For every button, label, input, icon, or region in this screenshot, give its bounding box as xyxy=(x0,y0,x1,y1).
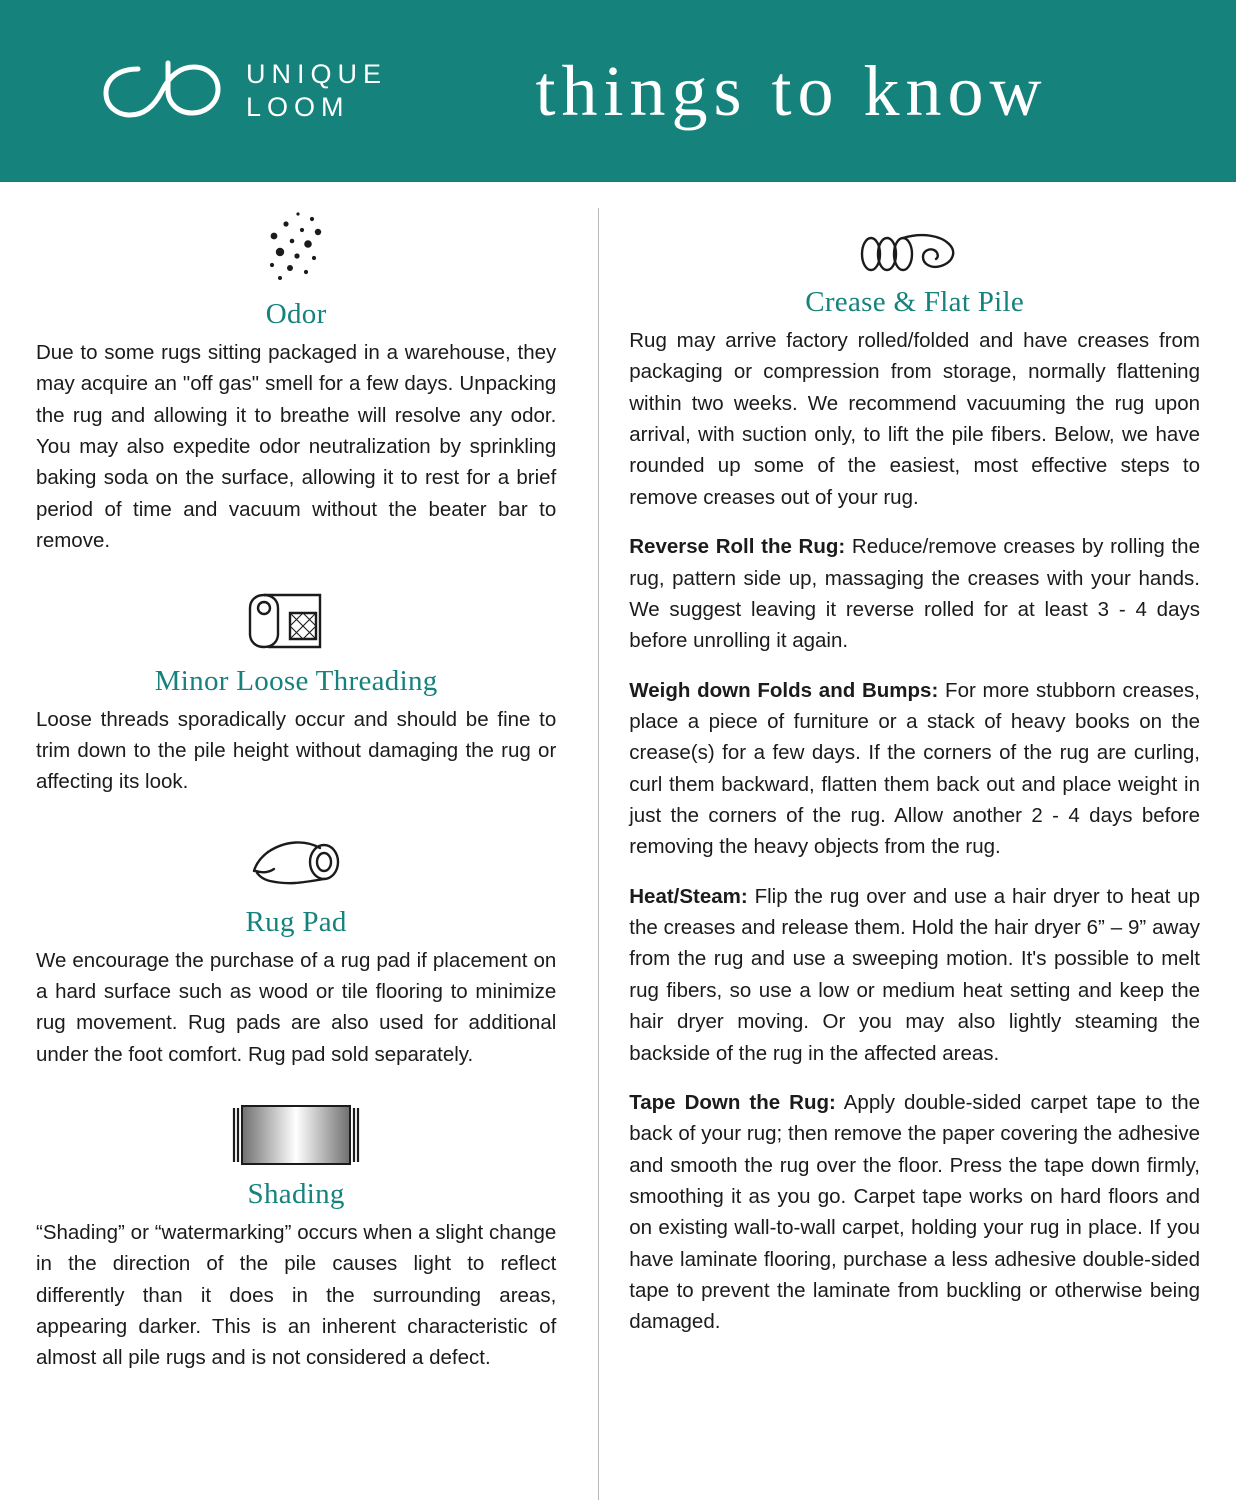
section-title-shading: Shading xyxy=(247,1178,345,1211)
section-rug-pad xyxy=(36,816,556,1070)
brand-line-1: UNIQUE xyxy=(246,59,388,90)
page-header xyxy=(0,0,1236,182)
rug-pad-roll-icon xyxy=(36,816,556,902)
tip-text-tape-down: Apply double-sided carpet tape to the back of your rug; then remove the paper covering the adhesive and smooth the rug over the floor. Press the tape down firmly, smoothing it as you go. Carpet tape works on hard floors and on existing wall-to-wall carpet, holding your rug in place. If you have laminate flooring, purchase a less adhesive double-sided tape to prevent the laminate from buckling or otherwise being damaged. xyxy=(629,1090,1200,1334)
tip-heat-steam xyxy=(629,881,1200,1069)
shaded-rug-icon xyxy=(36,1088,556,1174)
section-body-minor-loose-threading: Loose threads sporadically occur and should be fine to trim down to the pile height without damaging the rug or affecting its look. xyxy=(36,707,557,794)
section-body-odor: Due to some rugs sitting packaged in a warehouse, they may acquire an "off gas" smell for a few days. Unpacking the rug and allowing it to breathe will resolve any odor. You may also expedite odor neutralization by sprinkling baking soda on the surface, allowing it to rest for a brief period of time and vacuum without the beater bar to remove. xyxy=(36,341,557,553)
section-body-shading: “Shading” or “watermarking” occurs when a slight change in the direction of the pile causes light to reflect differently than it does in the surrounding areas, appearing darker. This is an inherent characteristic of almost all pile rugs and is not considered a defect. xyxy=(36,1221,557,1370)
content-area xyxy=(0,182,1236,1500)
section-odor xyxy=(36,208,556,557)
tip-weigh-down xyxy=(629,675,1200,863)
section-title-crease-flat-pile: Crease & Flat Pile xyxy=(805,286,1025,318)
tip-label-reverse-roll: Reverse Roll the Rug: xyxy=(629,535,846,559)
page-title: things to know xyxy=(535,50,1048,131)
section-minor-loose-threading xyxy=(36,575,556,798)
tip-label-heat-steam: Heat/Steam: xyxy=(629,884,748,908)
section-title-minor-loose-threading: Minor Loose Threading xyxy=(154,664,438,697)
brand-line-2: LOOM xyxy=(246,92,350,122)
left-column xyxy=(36,208,580,1500)
rolled-carpet-icon xyxy=(629,208,1200,282)
odor-dots-icon xyxy=(36,208,556,294)
tip-text-reverse-roll: Reduce/remove creases by rolling the rug, pattern side up, massaging the creases with your hands. We suggest leaving it reverse rolled for at least 3 - 4 days before unrolling it again. xyxy=(629,535,1200,653)
tip-text-heat-steam: Flip the rug over and use a hair dryer to heat up the creases and release them. Hold the hair dryer 6” – 9” away from the rug and use a sweeping motion. It's possible to melt rug fibers, so use a low or medium heat setting and keep the hair dryer moving. Or you may also lightly steaming the backside of the rug in the affected areas. xyxy=(629,884,1200,1065)
rolled-rug-icon xyxy=(36,575,556,661)
tip-reverse-roll xyxy=(629,531,1200,656)
crease-intro-paragraph: Rug may arrive factory rolled/folded and have creases from packaging or compression from storage, normally flattening within two weeks. We recommend vacuuming the rug upon arrival, with suction only, to lift the pile fibers. Below, we have rounded up some of the easiest, most effective steps to remove creases out of your rug. xyxy=(629,329,1200,509)
unique-loom-infinity-icon xyxy=(96,55,228,127)
section-title-rug-pad: Rug Pad xyxy=(245,905,347,938)
right-column xyxy=(617,208,1200,1500)
section-body-rug-pad: We encourage the purchase of a rug pad if placement on a hard surface such as wood or tile flooring to minimize rug movement. Rug pads are also used for additional under the foot comfort. Rug pad sold separately. xyxy=(36,948,557,1066)
section-shading xyxy=(36,1088,556,1374)
tip-label-weigh-down: Weigh down Folds and Bumps: xyxy=(629,678,939,702)
brand-logo xyxy=(96,55,387,127)
section-title-odor: Odor xyxy=(265,298,327,330)
brand-wordmark xyxy=(246,58,387,124)
tip-tape-down xyxy=(629,1087,1200,1338)
tip-text-weigh-down: For more stubborn creases, place a piece of furniture or a stack of heavy books on the crease(s) for a few days. If the corners of the rug are curling, curl them backward, flatten them back out and place weight in just the corners of the rug. Allow another 2 - 4 days before removing the heavy objects from the rug. xyxy=(629,678,1200,859)
column-divider xyxy=(598,208,599,1500)
tip-label-tape-down: Tape Down the Rug: xyxy=(629,1090,836,1114)
